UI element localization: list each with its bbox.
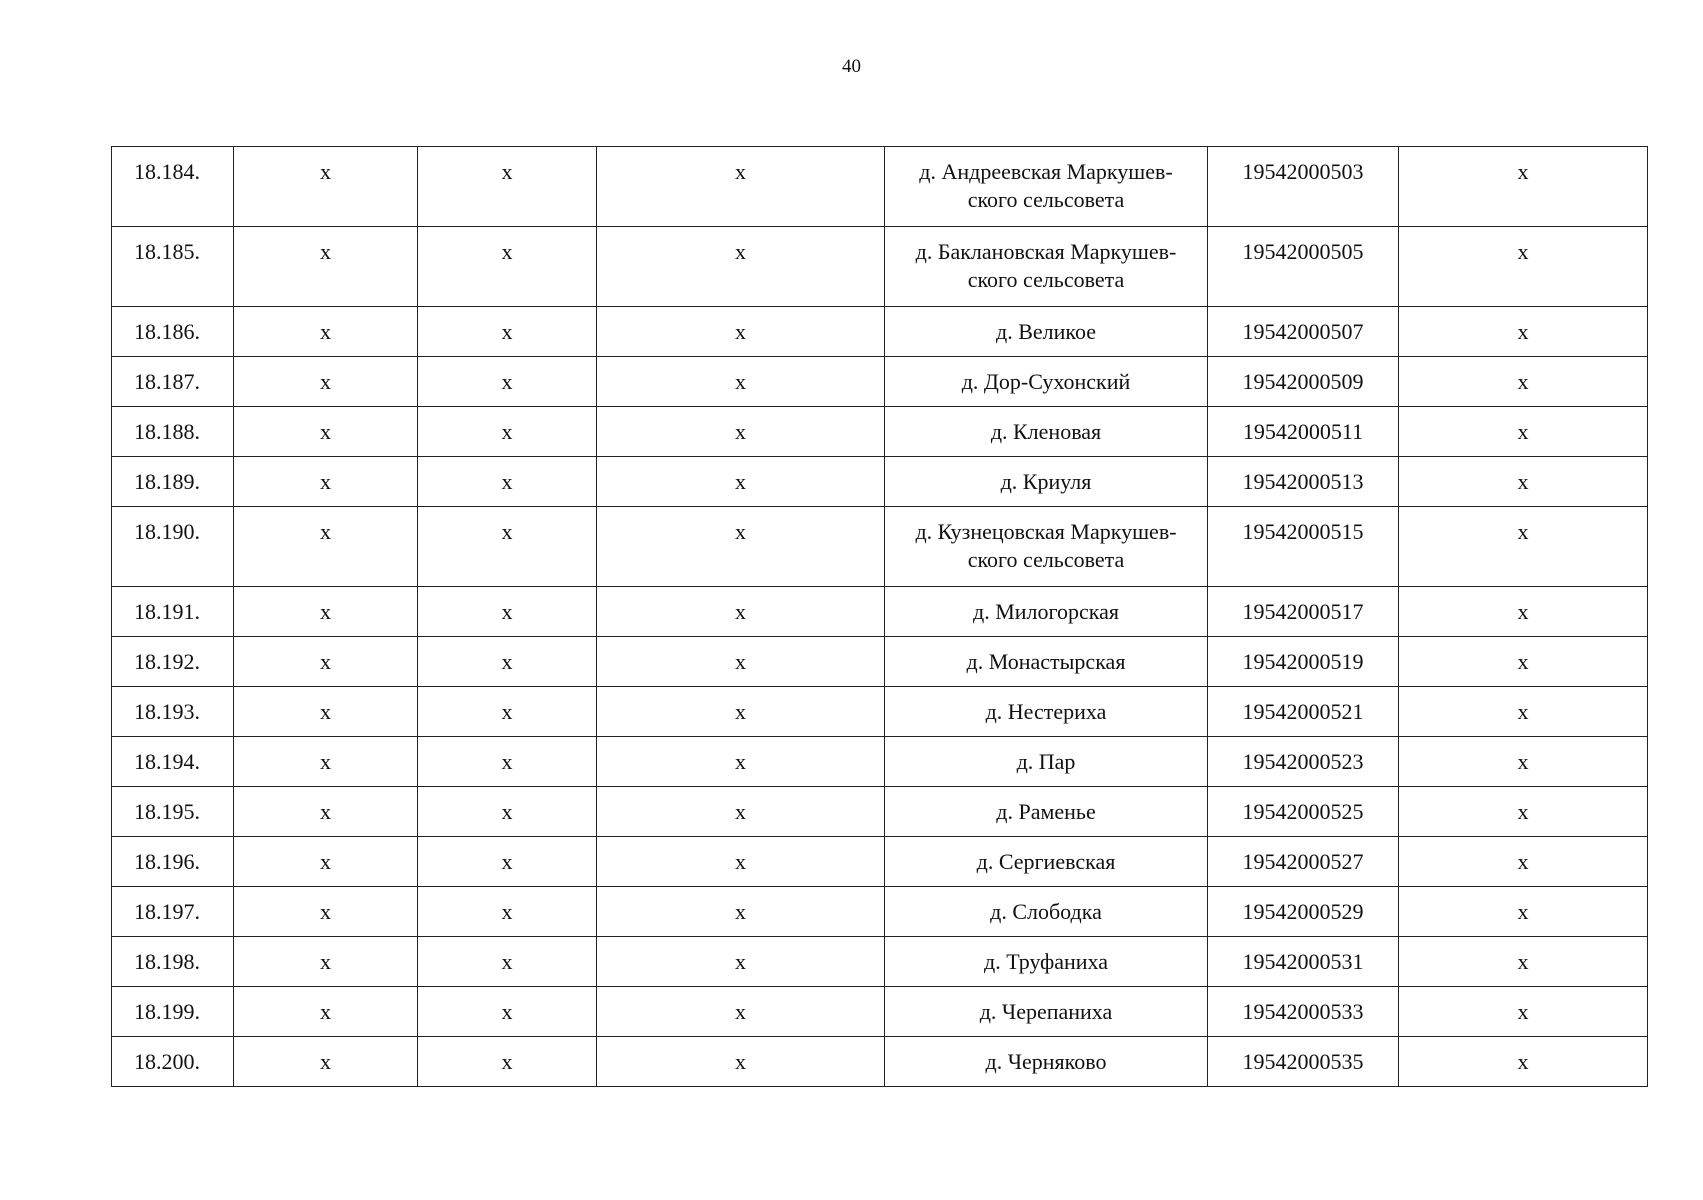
- placeholder-cell: х: [597, 457, 885, 507]
- oktmo-code-cell: 19542000521: [1208, 687, 1399, 737]
- settlement-name-cell: д. Кузнецовская Маркушев-ского сельсовета: [885, 507, 1208, 587]
- placeholder-cell: х: [1399, 737, 1648, 787]
- table-row: [112, 457, 1648, 507]
- placeholder-cell: х: [1399, 457, 1648, 507]
- oktmo-code-cell: 19542000505: [1208, 227, 1399, 307]
- placeholder-cell: х: [234, 307, 418, 357]
- oktmo-code-cell: 19542000519: [1208, 637, 1399, 687]
- table-row: [112, 937, 1648, 987]
- table-row: [112, 737, 1648, 787]
- placeholder-cell: х: [234, 787, 418, 837]
- placeholder-cell: х: [234, 687, 418, 737]
- placeholder-cell: х: [597, 227, 885, 307]
- row-number-cell: 18.196.: [112, 837, 234, 887]
- table-row: [112, 887, 1648, 937]
- placeholder-cell: х: [1399, 787, 1648, 837]
- settlement-name-cell: д. Черепаниха: [885, 987, 1208, 1037]
- oktmo-code-cell: 19542000523: [1208, 737, 1399, 787]
- settlement-name-cell: д. Черняково: [885, 1037, 1208, 1087]
- placeholder-cell: х: [418, 147, 597, 227]
- row-number-cell: 18.187.: [112, 357, 234, 407]
- placeholder-cell: х: [597, 987, 885, 1037]
- placeholder-cell: х: [1399, 1037, 1648, 1087]
- placeholder-cell: х: [597, 687, 885, 737]
- placeholder-cell: х: [234, 587, 418, 637]
- placeholder-cell: х: [1399, 637, 1648, 687]
- placeholder-cell: х: [1399, 147, 1648, 227]
- row-number-cell: 18.188.: [112, 407, 234, 457]
- placeholder-cell: х: [1399, 407, 1648, 457]
- row-number-cell: 18.185.: [112, 227, 234, 307]
- placeholder-cell: х: [418, 457, 597, 507]
- table-row: [112, 987, 1648, 1037]
- placeholder-cell: х: [418, 1037, 597, 1087]
- row-number-cell: 18.190.: [112, 507, 234, 587]
- settlement-name-cell: д. Нестериха: [885, 687, 1208, 737]
- row-number-cell: 18.199.: [112, 987, 234, 1037]
- placeholder-cell: х: [418, 357, 597, 407]
- table-row: [112, 587, 1648, 637]
- placeholder-cell: х: [597, 587, 885, 637]
- placeholder-cell: х: [234, 987, 418, 1037]
- table-row: [112, 837, 1648, 887]
- row-number-cell: 18.195.: [112, 787, 234, 837]
- row-number-cell: 18.193.: [112, 687, 234, 737]
- table-row: [112, 637, 1648, 687]
- settlement-name-cell: д. Кленовая: [885, 407, 1208, 457]
- placeholder-cell: х: [1399, 687, 1648, 737]
- settlement-name-cell: д. Андреевская Маркушев-ского сельсовета: [885, 147, 1208, 227]
- page-number: 40: [842, 56, 861, 77]
- placeholder-cell: х: [234, 457, 418, 507]
- placeholder-cell: х: [418, 737, 597, 787]
- table-row: [112, 687, 1648, 737]
- oktmo-code-cell: 19542000509: [1208, 357, 1399, 407]
- row-number-cell: 18.194.: [112, 737, 234, 787]
- row-number-cell: 18.192.: [112, 637, 234, 687]
- table-row: [112, 407, 1648, 457]
- placeholder-cell: х: [234, 507, 418, 587]
- row-number-cell: 18.184.: [112, 147, 234, 227]
- table-row: [112, 787, 1648, 837]
- table-row: [112, 307, 1648, 357]
- placeholder-cell: х: [418, 887, 597, 937]
- table-row: [112, 227, 1648, 307]
- placeholder-cell: х: [1399, 887, 1648, 937]
- oktmo-code-cell: 19542000503: [1208, 147, 1399, 227]
- placeholder-cell: х: [418, 837, 597, 887]
- placeholder-cell: х: [418, 687, 597, 737]
- settlement-name-cell: д. Пар: [885, 737, 1208, 787]
- oktmo-code-cell: 19542000535: [1208, 1037, 1399, 1087]
- table-row: [112, 357, 1648, 407]
- placeholder-cell: х: [597, 307, 885, 357]
- oktmo-code-cell: 19542000525: [1208, 787, 1399, 837]
- row-number-cell: 18.200.: [112, 1037, 234, 1087]
- settlement-name-cell: д. Монастырская: [885, 637, 1208, 687]
- placeholder-cell: х: [418, 407, 597, 457]
- table-row: [112, 147, 1648, 227]
- placeholder-cell: х: [1399, 587, 1648, 637]
- settlement-name-cell: д. Труфаниха: [885, 937, 1208, 987]
- placeholder-cell: х: [597, 1037, 885, 1087]
- placeholder-cell: х: [597, 787, 885, 837]
- placeholder-cell: х: [234, 837, 418, 887]
- settlement-name-cell: д. Великое: [885, 307, 1208, 357]
- placeholder-cell: х: [1399, 937, 1648, 987]
- row-number-cell: 18.198.: [112, 937, 234, 987]
- placeholder-cell: х: [1399, 357, 1648, 407]
- placeholder-cell: х: [234, 227, 418, 307]
- placeholder-cell: х: [597, 507, 885, 587]
- placeholder-cell: х: [597, 937, 885, 987]
- placeholder-cell: х: [1399, 837, 1648, 887]
- placeholder-cell: х: [234, 737, 418, 787]
- settlement-table: [111, 146, 1648, 1087]
- oktmo-code-cell: 19542000517: [1208, 587, 1399, 637]
- oktmo-code-cell: 19542000515: [1208, 507, 1399, 587]
- placeholder-cell: х: [234, 357, 418, 407]
- placeholder-cell: х: [597, 887, 885, 937]
- table-body: [112, 147, 1648, 1087]
- placeholder-cell: х: [418, 307, 597, 357]
- oktmo-code-cell: 19542000529: [1208, 887, 1399, 937]
- placeholder-cell: х: [418, 987, 597, 1037]
- placeholder-cell: х: [1399, 227, 1648, 307]
- placeholder-cell: х: [1399, 987, 1648, 1037]
- row-number-cell: 18.197.: [112, 887, 234, 937]
- placeholder-cell: х: [1399, 307, 1648, 357]
- oktmo-code-cell: 19542000513: [1208, 457, 1399, 507]
- placeholder-cell: х: [418, 937, 597, 987]
- oktmo-code-cell: 19542000511: [1208, 407, 1399, 457]
- settlement-name-cell: д. Слободка: [885, 887, 1208, 937]
- placeholder-cell: х: [597, 837, 885, 887]
- placeholder-cell: х: [418, 227, 597, 307]
- settlement-name-cell: д. Раменье: [885, 787, 1208, 837]
- oktmo-code-cell: 19542000527: [1208, 837, 1399, 887]
- placeholder-cell: х: [234, 147, 418, 227]
- oktmo-code-cell: 19542000531: [1208, 937, 1399, 987]
- placeholder-cell: х: [418, 787, 597, 837]
- placeholder-cell: х: [418, 507, 597, 587]
- placeholder-cell: х: [418, 637, 597, 687]
- row-number-cell: 18.189.: [112, 457, 234, 507]
- settlement-name-cell: д. Сергиевская: [885, 837, 1208, 887]
- placeholder-cell: х: [1399, 507, 1648, 587]
- placeholder-cell: х: [234, 937, 418, 987]
- row-number-cell: 18.191.: [112, 587, 234, 637]
- settlement-name-cell: д. Милогорская: [885, 587, 1208, 637]
- placeholder-cell: х: [597, 737, 885, 787]
- settlement-name-cell: д. Дор-Сухонский: [885, 357, 1208, 407]
- placeholder-cell: х: [597, 637, 885, 687]
- placeholder-cell: х: [234, 887, 418, 937]
- row-number-cell: 18.186.: [112, 307, 234, 357]
- table-row: [112, 507, 1648, 587]
- table-row: [112, 1037, 1648, 1087]
- settlement-name-cell: д. Баклановская Маркушев-ского сельсовета: [885, 227, 1208, 307]
- placeholder-cell: х: [234, 1037, 418, 1087]
- oktmo-code-cell: 19542000507: [1208, 307, 1399, 357]
- oktmo-code-cell: 19542000533: [1208, 987, 1399, 1037]
- placeholder-cell: х: [597, 407, 885, 457]
- placeholder-cell: х: [234, 637, 418, 687]
- placeholder-cell: х: [234, 407, 418, 457]
- settlement-name-cell: д. Криуля: [885, 457, 1208, 507]
- placeholder-cell: х: [597, 147, 885, 227]
- placeholder-cell: х: [597, 357, 885, 407]
- placeholder-cell: х: [418, 587, 597, 637]
